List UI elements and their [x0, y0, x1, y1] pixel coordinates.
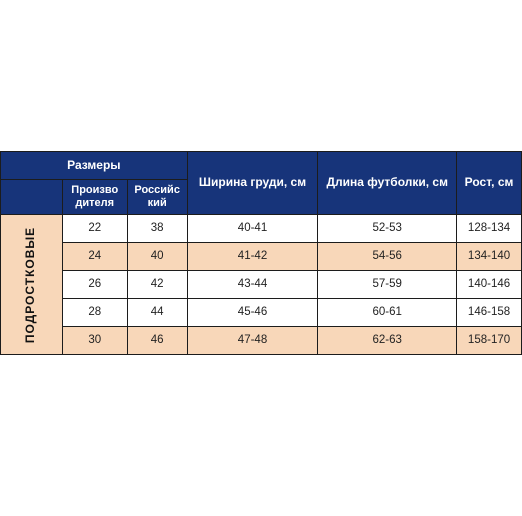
cell-height: 140-146 [457, 271, 522, 299]
cell-shirt-length: 54-56 [318, 243, 457, 271]
cell-shirt-length: 57-59 [318, 271, 457, 299]
cell-manufacturer-size: 26 [62, 271, 127, 299]
cell-chest-width: 40-41 [187, 215, 318, 243]
cell-chest-width: 41-42 [187, 243, 318, 271]
table-row [1, 299, 522, 327]
cell-height: 128-134 [457, 215, 522, 243]
cell-manufacturer-size: 22 [62, 215, 127, 243]
table-row [1, 215, 522, 243]
header-manufacturer-size: Произво дителя [62, 180, 127, 215]
cell-height: 146-158 [457, 299, 522, 327]
table-row [1, 271, 522, 299]
cell-russian-size: 44 [127, 299, 187, 327]
group-label: ПОДРОСТКОВЫЕ [23, 226, 38, 343]
header-chest-width: Ширина груди, см [187, 152, 318, 215]
header-sizes: Размеры [1, 152, 188, 180]
cell-height: 158-170 [457, 327, 522, 355]
cell-manufacturer-size: 30 [62, 327, 127, 355]
cell-manufacturer-size: 24 [62, 243, 127, 271]
cell-chest-width: 43-44 [187, 271, 318, 299]
cell-chest-width: 45-46 [187, 299, 318, 327]
cell-manufacturer-size: 28 [62, 299, 127, 327]
cell-russian-size: 42 [127, 271, 187, 299]
cell-chest-width: 47-48 [187, 327, 318, 355]
header-shirt-length: Длина футболки, см [318, 152, 457, 215]
cell-height: 134-140 [457, 243, 522, 271]
header-height: Рост, см [457, 152, 522, 215]
cell-russian-size: 40 [127, 243, 187, 271]
header-blank-cell [1, 180, 63, 215]
cell-russian-size: 38 [127, 215, 187, 243]
cell-shirt-length: 60-61 [318, 299, 457, 327]
size-chart-table [0, 151, 522, 355]
table-row [1, 327, 522, 355]
header-russian-size: Российс кий [127, 180, 187, 215]
cell-shirt-length: 52-53 [318, 215, 457, 243]
table-row [1, 243, 522, 271]
group-label-cell [1, 215, 63, 355]
cell-shirt-length: 62-63 [318, 327, 457, 355]
cell-russian-size: 46 [127, 327, 187, 355]
